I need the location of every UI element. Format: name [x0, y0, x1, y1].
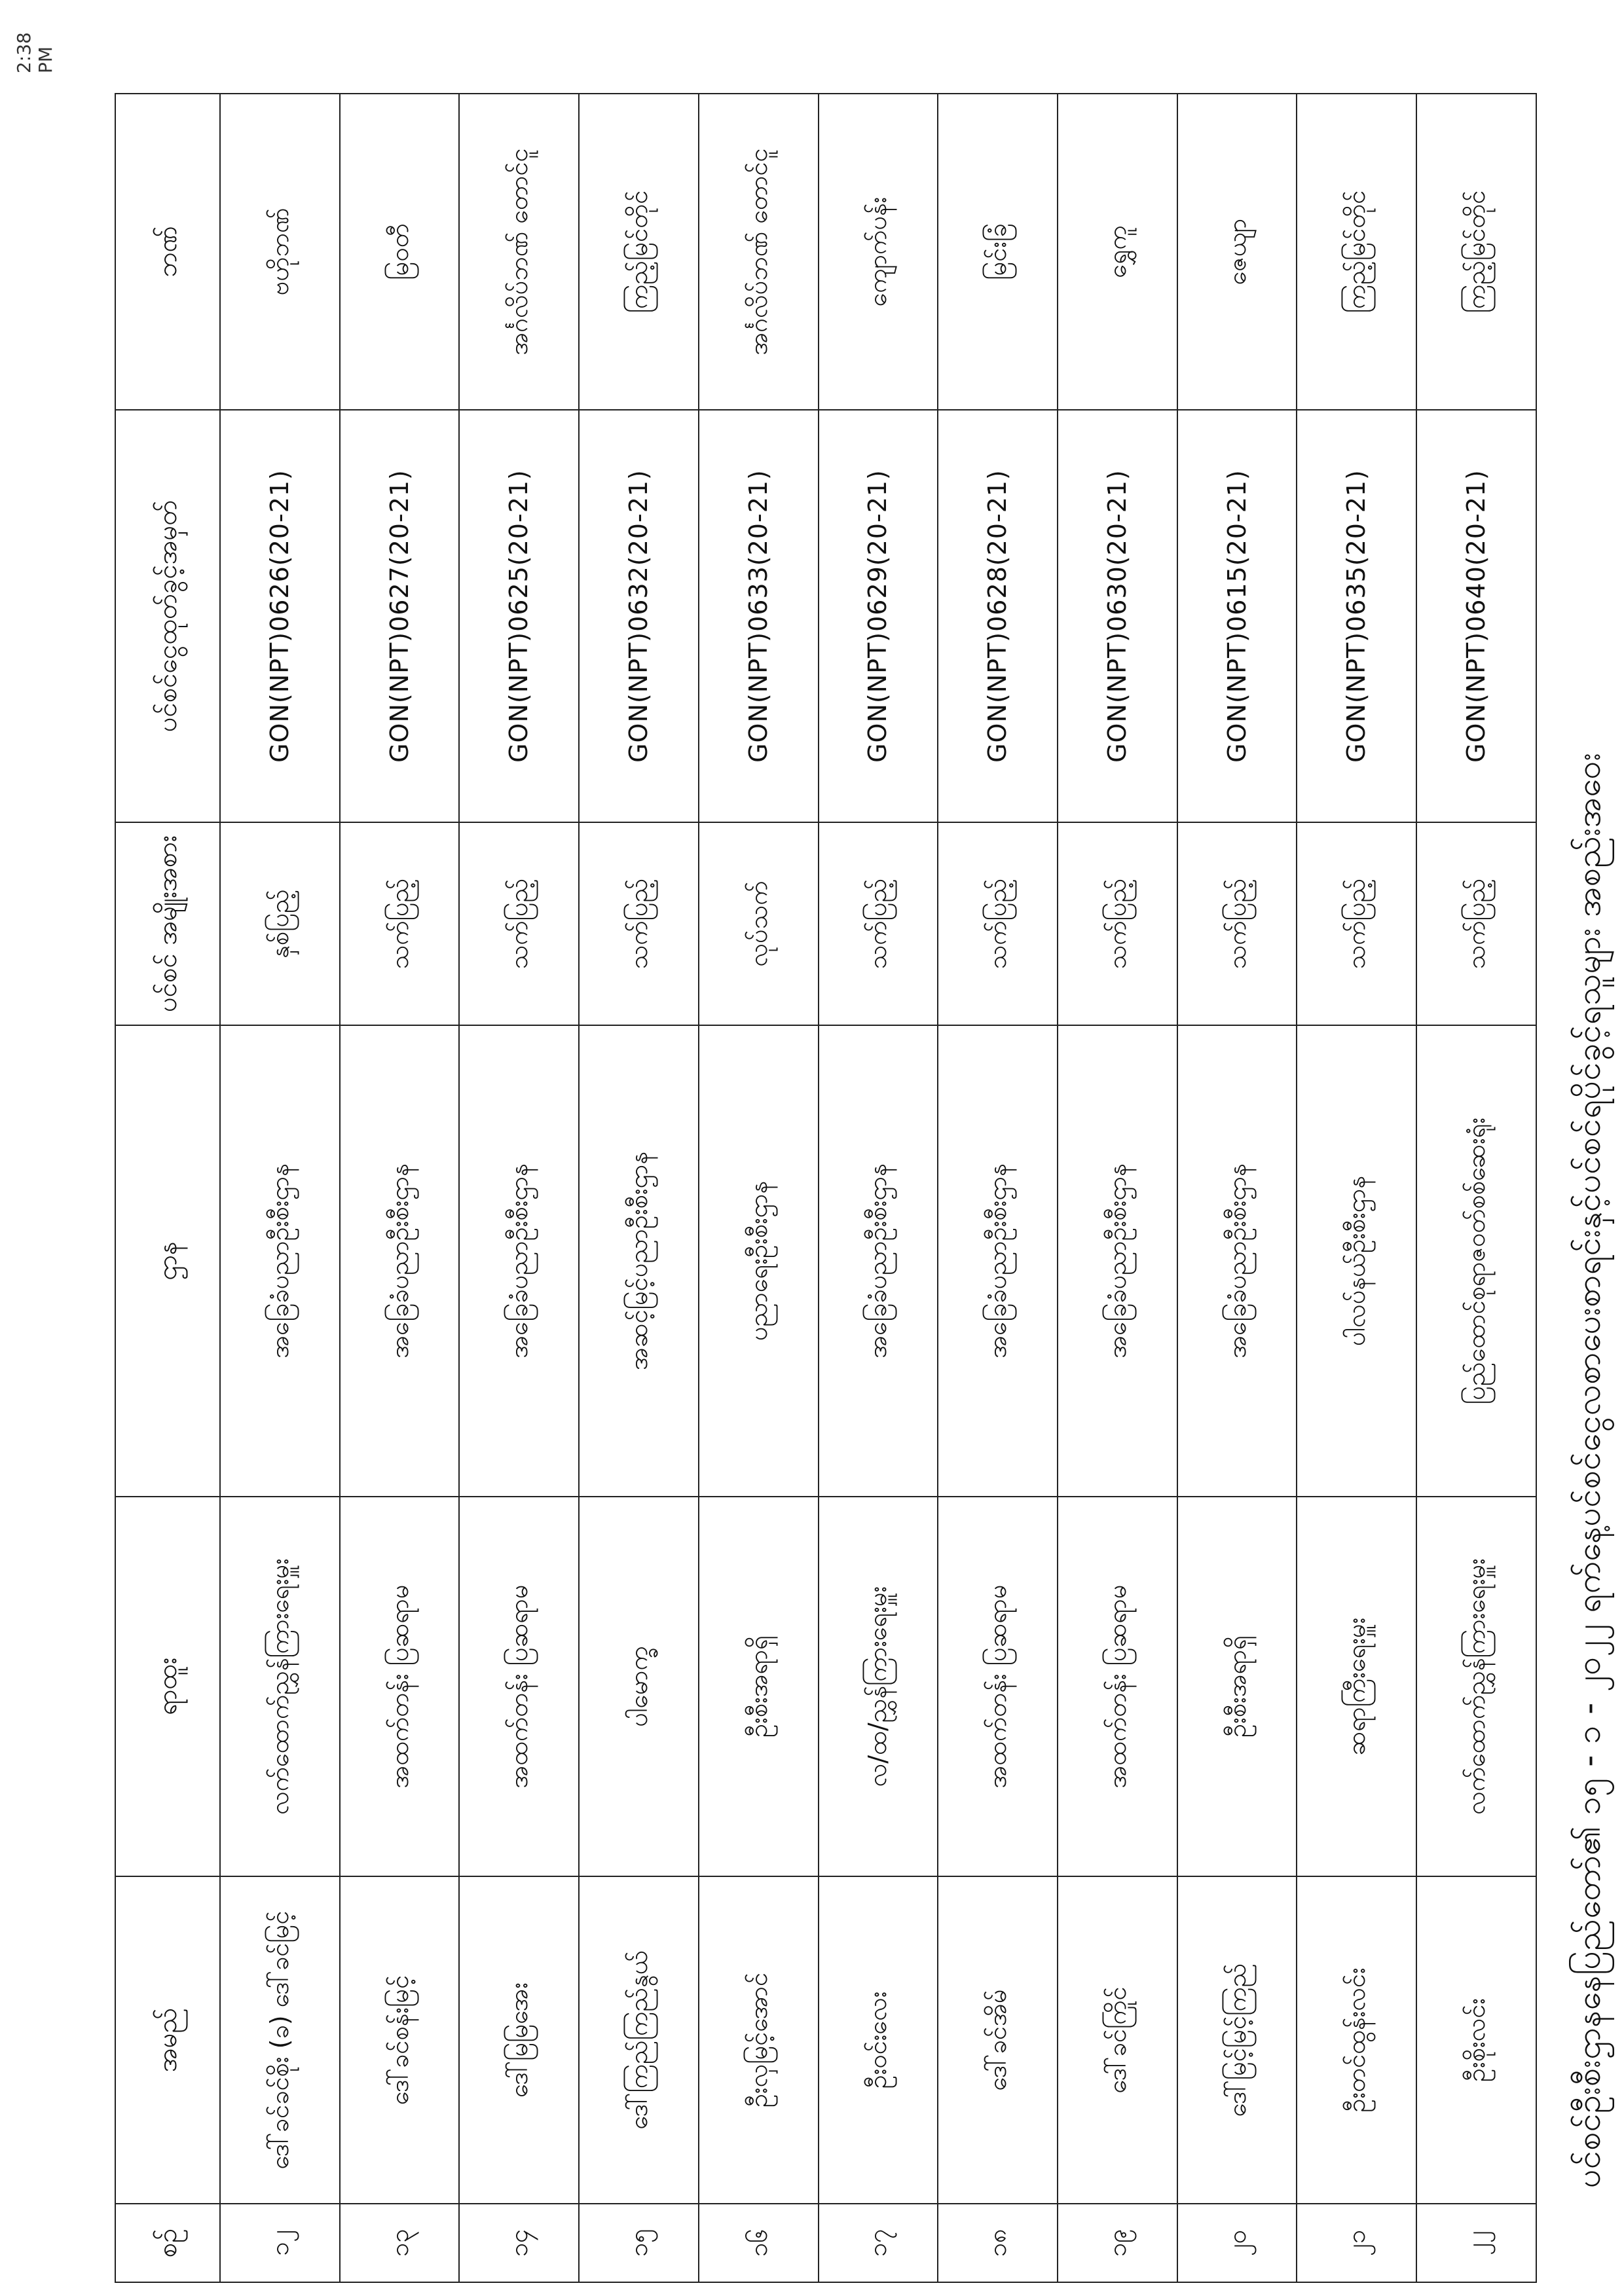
- cell-code: GON(NPT)0635(20-21): [1297, 410, 1416, 822]
- header-type: ပင်စင် အမျိုးအစား: [115, 822, 220, 1025]
- cell-dept: အခြေခံပညာဦးစီးဌာန: [819, 1025, 938, 1497]
- cell-bank: ကျောက်ပန်း: [819, 94, 938, 410]
- cell-dept: အခြေခံပညာဦးစီးဌာန: [340, 1025, 460, 1497]
- table-header-row: [115, 94, 220, 2282]
- cell-no: ၁၅: [579, 2204, 699, 2282]
- cell-name: ဒေါ်မြင့်မြင့်ကြည်: [1177, 1876, 1297, 2204]
- cell-type: နှစ်ပြည့်: [220, 822, 340, 1025]
- cell-type: သက်ပြည့်: [819, 822, 938, 1025]
- table-row: [579, 94, 699, 2282]
- table-body: [220, 94, 1536, 2282]
- cell-dept: အခြေခံပညာဦးစီးဌာန: [1058, 1025, 1177, 1497]
- cell-no: ၁၈: [938, 2204, 1058, 2282]
- cell-bank: အင်္ဂလိပ်ဘဏ် တောင်ငူ: [699, 94, 819, 410]
- cell-rank: အထက်တန်း ပြဆရာမ: [938, 1497, 1058, 1876]
- table-row: [1416, 94, 1536, 2282]
- cell-type: သက်ပြည့်: [1297, 822, 1416, 1025]
- table-row: [1058, 94, 1177, 2282]
- cell-code: GON(NPT)0615(20-21): [1177, 410, 1297, 822]
- cell-type: သက်ပြည့်: [1058, 822, 1177, 1025]
- cell-no: ၁၃: [340, 2204, 460, 2282]
- cell-bank: မြင်းခြံ: [938, 94, 1058, 410]
- cell-code: GON(NPT)0628(20-21): [938, 410, 1058, 822]
- document-title: ပင်စင်ဦးစီးဌာနနေပြည်တော်၏ ၁၅ - ၁ - ၂၀၂၂ ရက်နေ့ပင်စင်ငွေလစာပေးစာရင်းနှင့်ပင်စင်ရပိုင်ခွင့်ရသူများ အစည်းအဝေး: [1570, 752, 1608, 2188]
- cell-bank: ဇေယျာ: [1177, 94, 1297, 410]
- cell-name: ဦးဝင်းလေး: [819, 1876, 938, 2204]
- cell-dept: ပြည်ထောင်စုရာဇဝတ်စစ်ဆေးရုံး: [1416, 1025, 1536, 1497]
- cell-no: ၁၇: [819, 2204, 938, 2282]
- cell-dept: အခြေခံပညာဦးစီးဌာန: [938, 1025, 1058, 1497]
- cell-rank: ဆရာကြီးရေးမှူး: [1297, 1497, 1416, 1876]
- header-code: ပင်စင်ငွေထုတ်ခွင့်အမှတ်: [115, 410, 220, 822]
- cell-no: ၁၉: [1058, 2204, 1177, 2282]
- cell-no: ၁၂: [220, 2204, 340, 2282]
- table-row: [938, 94, 1058, 2282]
- table-row: [819, 94, 938, 2282]
- cell-code: GON(NPT)0630(20-21): [1058, 410, 1177, 822]
- cell-bank: ဗဟိုဘဏ်: [220, 94, 340, 410]
- cell-type: သက်ပြည့်: [938, 822, 1058, 1025]
- cell-rank: ပါမောက္ခ: [579, 1497, 699, 1876]
- cell-code: GON(NPT)0627(20-21): [340, 410, 460, 822]
- scan-timestamp: 2:38 PM: [13, 32, 56, 73]
- cell-code: GON(NPT)0640(20-21): [1416, 410, 1536, 822]
- cell-name: ဦးစိုးလင်း: [1416, 1876, 1536, 2204]
- cell-bank: ရွှေကူ: [1058, 94, 1177, 410]
- table-row: [340, 94, 460, 2282]
- cell-code: GON(NPT)0632(20-21): [579, 410, 699, 822]
- cell-bank: ကြည့်မြင်တိုင်: [1416, 94, 1536, 410]
- table-row: [1177, 94, 1297, 2282]
- header-rank: ရာထူး: [115, 1497, 220, 1876]
- cell-name: ဒေါ်ခင်စန်းမြင့်: [340, 1876, 460, 2204]
- cell-name: ဦးတင်ထွန်းလင်း: [1297, 1876, 1416, 2204]
- cell-name: ဦးလှမြင့်အောင်: [699, 1876, 819, 2204]
- cell-name: ဒေါ်ခင်အိမ်: [938, 1876, 1058, 2204]
- cell-no: ၂၁: [1297, 2204, 1416, 2282]
- header-bank: ဘဏ်: [115, 94, 220, 410]
- cell-type: သက်ပြည့်: [1416, 822, 1536, 1025]
- header-no: စဉ်: [115, 2204, 220, 2282]
- cell-bank: ကြည့်မြင်တိုင်: [579, 94, 699, 410]
- cell-type: သက်ပြည့်: [1177, 822, 1297, 1025]
- table-row: [220, 94, 340, 2282]
- cell-dept: အခြေခံပညာဦးစီးဌာန: [1177, 1025, 1297, 1497]
- cell-rank: အထက်တန်း ပြဆရာမ: [340, 1497, 460, 1876]
- cell-no: ၂၀: [1177, 2204, 1297, 2282]
- cell-code: GON(NPT)0633(20-21): [699, 410, 819, 822]
- cell-no: ၁၄: [459, 2204, 579, 2282]
- cell-bank: မြဝတီ: [340, 94, 460, 410]
- cell-bank: ကြည့်မြင်တိုင်: [1297, 94, 1416, 410]
- cell-rank: ဦးစီးအရာရှိ: [1177, 1497, 1297, 1876]
- cell-no: ၂၂: [1416, 2204, 1536, 2282]
- cell-dept: အဆင့်မြင့်ပညာဦးစီးဌာန: [579, 1025, 699, 1497]
- pension-table: [115, 93, 1537, 2283]
- table-row: [459, 94, 579, 2282]
- cell-name: ဒေါ်မြမြအေး: [459, 1876, 579, 2204]
- cell-bank: အင်္ဂလိပ်ဘဏ် တောင်ငူ: [459, 94, 579, 410]
- cell-no: ၁၆: [699, 2204, 819, 2282]
- cell-dept: ပညာရေးဦးစီးဌာန: [699, 1025, 819, 1497]
- cell-rank: လက်ထောက်ညွှန်ကြားရေးမှူး: [1416, 1497, 1536, 1876]
- header-name: အမည်: [115, 1876, 220, 2204]
- table-row: [1297, 94, 1416, 2282]
- cell-code: GON(NPT)0626(20-21): [220, 410, 340, 822]
- cell-type: လုပ်သက်: [699, 822, 819, 1025]
- cell-rank: လက်ထောက်ညွှန်ကြားရေးမှူး: [220, 1497, 340, 1876]
- cell-dept: ပါလပ်နယ်ဦးစီးဌာန: [1297, 1025, 1416, 1497]
- cell-rank: ဦးစီးအရာရှိ: [699, 1497, 819, 1876]
- cell-rank: လ/ထ/ညွှန်ကြားရေးမှူး: [819, 1497, 938, 1876]
- cell-rank: အထက်တန်း ပြဆရာမ: [1058, 1497, 1177, 1876]
- cell-code: GON(NPT)0629(20-21): [819, 410, 938, 822]
- cell-dept: အခြေခံပညာဦးစီးဌာန: [220, 1025, 340, 1497]
- table-row: [699, 94, 819, 2282]
- cell-code: GON(NPT)0625(20-21): [459, 410, 579, 822]
- cell-rank: အထက်တန်း ပြဆရာမ: [459, 1497, 579, 1876]
- cell-type: သက်ပြည့်: [340, 822, 460, 1025]
- header-dept: ဌာန: [115, 1025, 220, 1497]
- cell-name: ဒေါ်ခင်ခင်စိုး (ခ) ဒေါ်ခင်မြင့်: [220, 1876, 340, 2204]
- cell-name: ဒေါ်ကြည်ကြည်နွယ်: [579, 1876, 699, 2204]
- cell-type: သက်ပြည့်: [459, 822, 579, 1025]
- cell-type: သက်ပြည့်: [579, 822, 699, 1025]
- cell-name: ဒေါ်ခင်ကြိုင်: [1058, 1876, 1177, 2204]
- cell-dept: အခြေခံပညာဦးစီးဌာန: [459, 1025, 579, 1497]
